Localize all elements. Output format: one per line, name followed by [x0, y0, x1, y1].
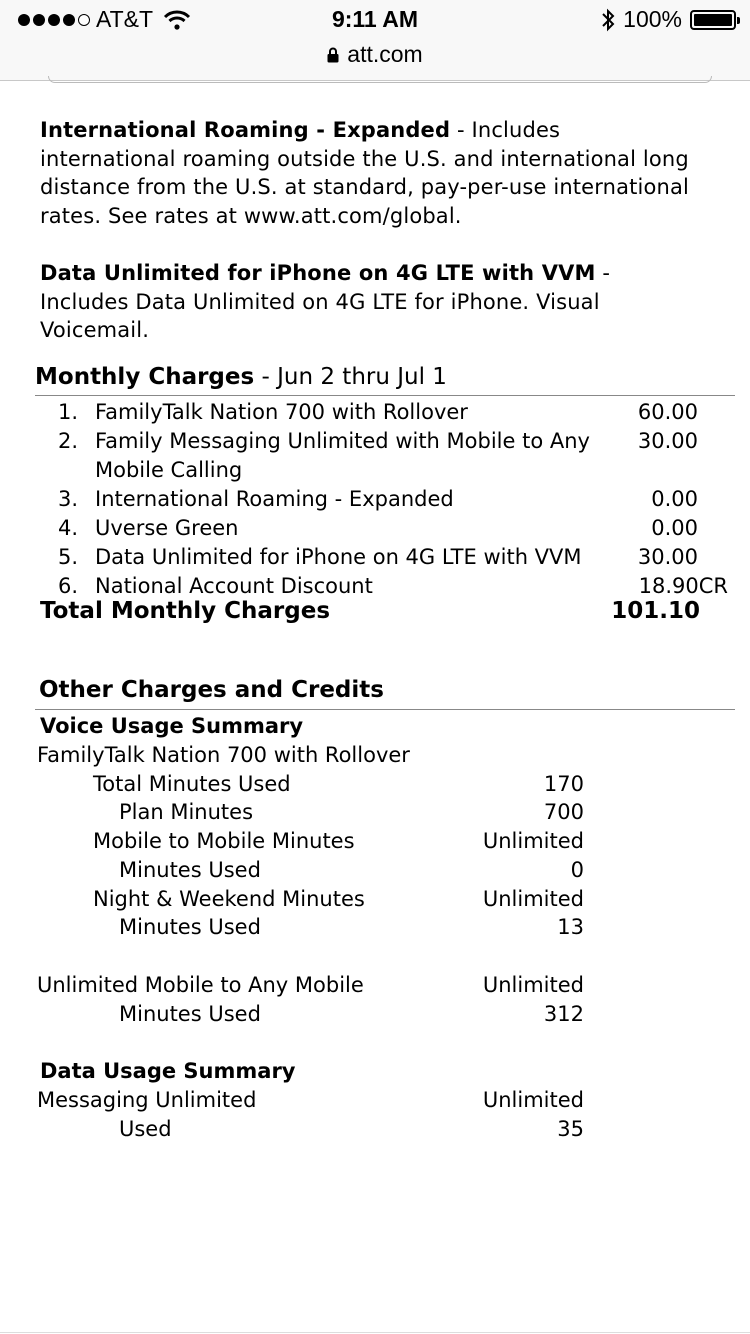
item-description: Data Unlimited for iPhone on 4G LTE with VVM	[95, 545, 582, 569]
item-description: National Account Discount	[95, 574, 373, 598]
list-item	[0, 485, 750, 514]
item-amount: 30.00	[637, 429, 698, 453]
item-description: International Roaming - Expanded	[95, 487, 454, 511]
item-number: 1.	[58, 400, 79, 424]
table-row	[0, 770, 750, 799]
plan-title: Data Unlimited for iPhone on 4G LTE with VVM	[40, 261, 596, 285]
usage-value: 0	[570, 858, 584, 882]
usage-label: Minutes Used	[119, 858, 261, 882]
item-number: 4.	[58, 516, 79, 540]
table-row	[0, 1115, 750, 1144]
clock: 9:11 AM	[331, 6, 419, 32]
plan-description	[40, 116, 690, 230]
item-number: 3.	[58, 487, 79, 511]
status-bar	[0, 0, 750, 81]
lock-icon	[327, 47, 339, 63]
table-row	[0, 798, 750, 827]
data-usage-heading: Data Usage Summary	[40, 1059, 296, 1083]
table-row	[0, 827, 750, 856]
battery-icon	[690, 10, 736, 30]
item-amount: 0.00	[651, 487, 698, 511]
item-description: FamilyTalk Nation 700 with Rollover	[95, 400, 468, 424]
item-number: 5.	[58, 545, 79, 569]
carrier-name: AT&T	[96, 6, 154, 32]
total-label: Total Monthly Charges	[40, 598, 331, 624]
item-description: Uverse Green	[95, 516, 239, 540]
item-amount: 0.00	[651, 516, 698, 540]
usage-value: Unlimited	[482, 1088, 584, 1112]
usage-label: Messaging Unlimited	[37, 1088, 257, 1112]
list-item	[0, 398, 750, 427]
battery-percent: 100%	[623, 6, 682, 32]
usage-value: 170	[543, 772, 584, 796]
table-row	[0, 885, 750, 914]
plan-title: International Roaming - Expanded	[40, 118, 451, 142]
monthly-charges-heading	[35, 363, 447, 392]
other-charges-heading: Other Charges and Credits	[39, 677, 384, 703]
usage-plan-row	[0, 741, 750, 770]
url-text[interactable]: att.com	[347, 41, 423, 67]
usage-value: 35	[557, 1117, 584, 1141]
table-row	[0, 971, 750, 1000]
usage-value: Unlimited	[482, 887, 584, 911]
item-number: 2.	[58, 429, 79, 453]
usage-label: Mobile to Mobile Minutes	[93, 829, 355, 853]
list-item	[0, 427, 750, 485]
billing-period: - Jun 2 thru Jul 1	[254, 364, 447, 390]
usage-value: 700	[543, 800, 584, 824]
list-item	[0, 543, 750, 572]
address-bar[interactable]	[0, 41, 750, 68]
plan-description	[40, 259, 690, 345]
battery-status	[601, 6, 736, 33]
usage-label: Unlimited Mobile to Any Mobile	[37, 973, 364, 997]
item-description: Family Messaging Unlimited with Mobile to Any Mobile Calling	[95, 429, 590, 482]
usage-label: Plan Minutes	[119, 800, 254, 824]
usage-label: Night & Weekend Minutes	[93, 887, 365, 911]
table-row	[0, 856, 750, 885]
item-amount: 18.90CR	[638, 574, 728, 598]
usage-value: Unlimited	[482, 973, 584, 997]
bottom-edge	[0, 1332, 750, 1333]
item-number: 6.	[58, 574, 79, 598]
item-amount: 30.00	[637, 545, 698, 569]
divider	[35, 395, 735, 396]
total-amount: 101.10	[611, 598, 700, 624]
usage-value: Unlimited	[482, 829, 584, 853]
usage-value: 13	[557, 915, 584, 939]
table-row	[0, 1000, 750, 1029]
table-row	[0, 913, 750, 942]
usage-label: Minutes Used	[119, 915, 261, 939]
usage-plan-name: FamilyTalk Nation 700 with Rollover	[37, 743, 410, 767]
table-row	[0, 1086, 750, 1115]
usage-label: Used	[119, 1117, 172, 1141]
usage-label: Minutes Used	[119, 1002, 261, 1026]
voice-usage-heading: Voice Usage Summary	[40, 714, 304, 738]
plan-text: - Includes Data Unlimited on 4G LTE for iPhone. Visual Voicemail.	[40, 261, 611, 343]
bluetooth-icon	[601, 8, 615, 32]
monthly-charges-list	[0, 398, 750, 601]
usage-label: Total Minutes Used	[93, 772, 291, 796]
total-monthly-charges	[40, 597, 700, 626]
plan-text: - Includes international roaming outside the U.S. and international long distance from the U.S. at standard, pay-per-use international rates. See rates at www.att.com/global.	[40, 118, 689, 228]
item-amount: 60.00	[637, 400, 698, 424]
monthly-charges-title: Monthly Charges	[35, 364, 255, 390]
divider	[35, 709, 735, 710]
usage-value: 312	[543, 1002, 584, 1026]
page-edge	[48, 76, 712, 83]
list-item	[0, 514, 750, 543]
